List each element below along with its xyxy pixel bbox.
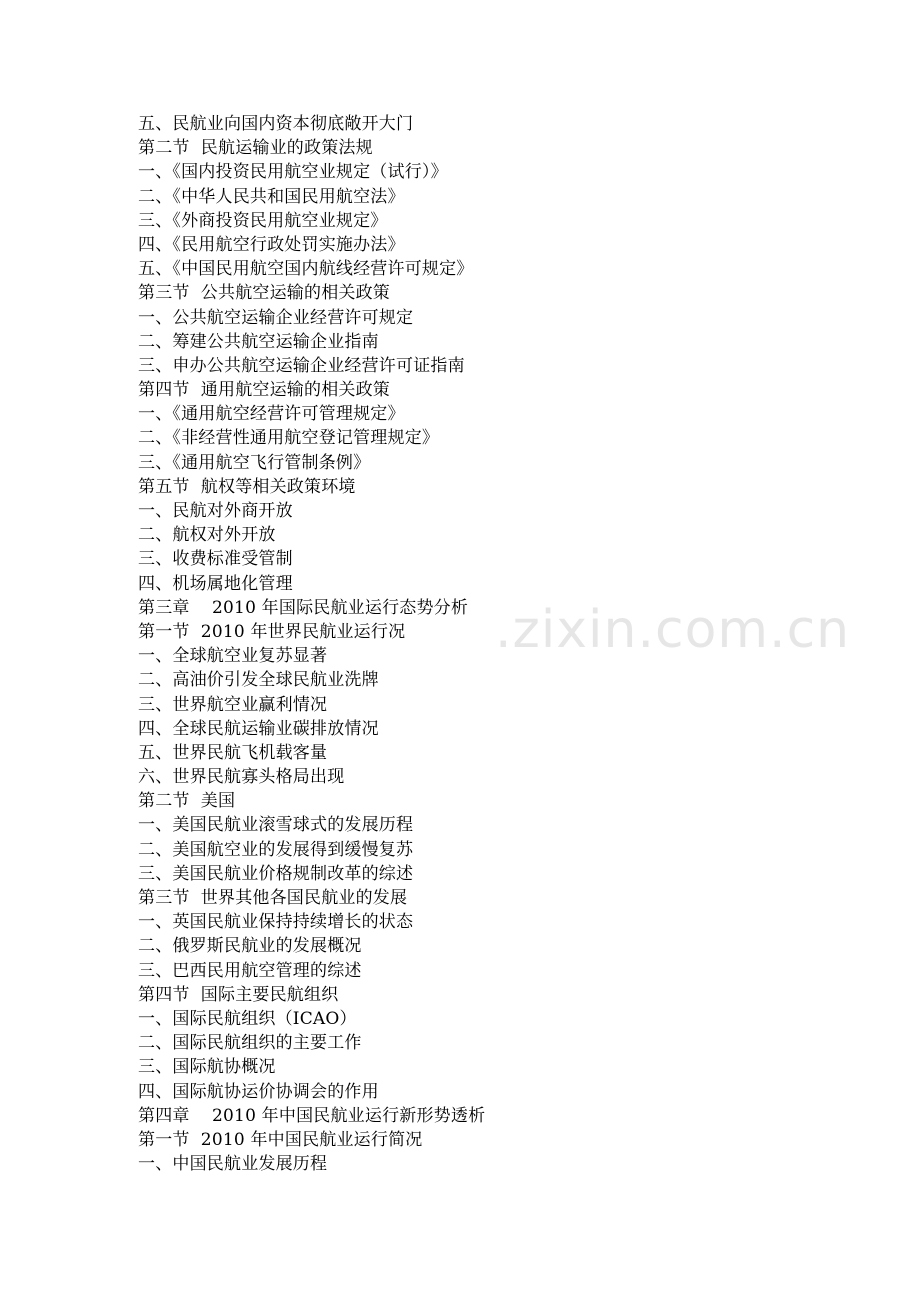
toc-line: 三、《外商投资民用航空业规定》 <box>138 210 388 231</box>
toc-line: 一、国际民航组织（ICAO） <box>138 1008 357 1029</box>
toc-line: 三、世界航空业赢利情况 <box>138 694 328 715</box>
toc-line: 一、全球航空业复苏显著 <box>138 646 328 667</box>
toc-line: 第三节 世界其他各国民航业的发展 <box>138 888 408 908</box>
toc-line: 二、《中华人民共和国民用航空法》 <box>138 186 405 207</box>
toc-line: 二、高油价引发全球民航业洗牌 <box>138 670 379 691</box>
toc-line: 四、全球民航运输业碳排放情况 <box>138 718 379 739</box>
toc-line: 第三节 公共航空运输的相关政策 <box>138 283 391 304</box>
toc-line: 四、《民用航空行政处罚实施办法》 <box>138 234 405 255</box>
toc-line: 三、国际航协概况 <box>138 1057 276 1078</box>
toc-line: 三、《通用航空飞行管制条例》 <box>138 452 371 473</box>
toc-line: 五、《中国民用航空国内航线经营许可规定》 <box>138 259 474 280</box>
table-of-contents <box>138 112 485 1176</box>
watermark: .zixin.com.cn <box>495 600 851 660</box>
toc-line: 第二节 民航运输业的政策法规 <box>138 138 373 159</box>
toc-line: 一、中国民航业发展历程 <box>138 1154 328 1175</box>
toc-line: 四、机场属地化管理 <box>138 573 293 594</box>
toc-line: 三、巴西民用航空管理的综述 <box>138 960 362 981</box>
toc-line: 二、筹建公共航空运输企业指南 <box>138 331 379 352</box>
toc-line: 二、国际民航组织的主要工作 <box>138 1033 362 1054</box>
toc-line: 第二节 美国 <box>138 791 236 812</box>
toc-line: 二、航权对外开放 <box>138 525 276 546</box>
toc-line: 一、英国民航业保持持续增长的状态 <box>138 912 414 933</box>
toc-line: 一、民航对外商开放 <box>138 501 293 521</box>
toc-line: 三、申办公共航空运输企业经营许可证指南 <box>138 355 465 376</box>
toc-line: 一、公共航空运输企业经营许可规定 <box>138 307 414 328</box>
toc-line: 四、国际航协运价协调会的作用 <box>138 1081 379 1102</box>
toc-line: 一、美国民航业滚雪球式的发展历程 <box>138 815 414 836</box>
toc-line: 二、美国航空业的发展得到缓慢复苏 <box>138 839 414 860</box>
toc-line: 第五节 航权等相关政策环境 <box>138 476 356 497</box>
toc-line: 一、《国内投资民用航空业规定（试行）》 <box>138 162 448 183</box>
toc-line: 三、收费标准受管制 <box>138 549 293 570</box>
toc-line: 一、《通用航空经营许可管理规定》 <box>138 404 405 425</box>
toc-line: 第一节 2010 年中国民航业运行简况 <box>138 1129 423 1150</box>
toc-line: 第三章 2010 年国际民航业运行态势分析 <box>138 597 469 618</box>
toc-line: 第四章 2010 年中国民航业运行新形势透析 <box>138 1105 486 1126</box>
toc-line: 第一节 2010 年世界民航业运行况 <box>138 621 406 642</box>
toc-line: 第四节 通用航空运输的相关政策 <box>138 380 391 401</box>
toc-line: 二、《非经营性通用航空登记管理规定》 <box>138 428 440 449</box>
toc-line: 五、民航业向国内资本彻底敞开大门 <box>138 114 414 134</box>
toc-line: 二、俄罗斯民航业的发展概况 <box>138 936 362 957</box>
toc-line: 第四节 国际主要民航组织 <box>138 984 339 1005</box>
toc-line: 三、美国民航业价格规制改革的综述 <box>138 863 414 884</box>
toc-line: 六、世界民航寡头格局出现 <box>138 767 345 788</box>
toc-line: 五、世界民航飞机载客量 <box>138 742 328 763</box>
